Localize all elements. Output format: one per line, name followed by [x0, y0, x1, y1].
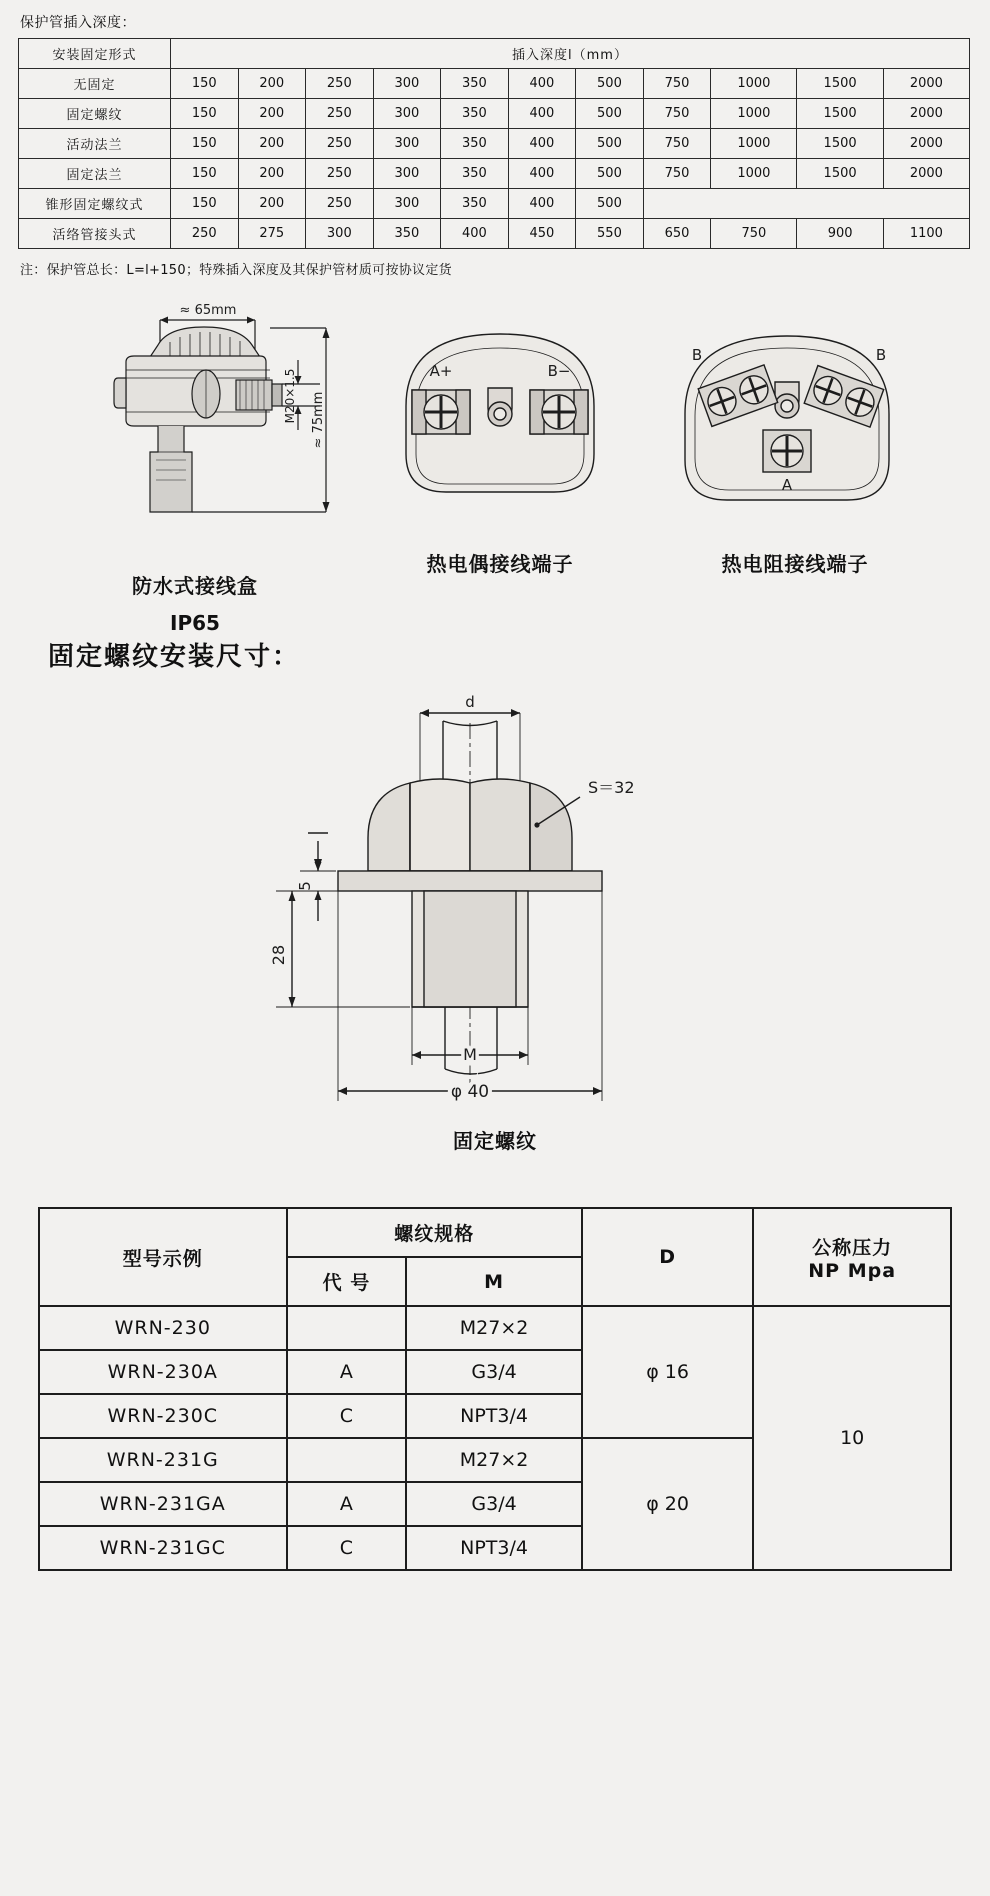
cell: 150 — [171, 159, 239, 189]
cell: 550 — [576, 219, 644, 249]
cell-model: WRN-230 — [39, 1306, 287, 1350]
table-row — [19, 219, 970, 249]
cell: 2000 — [883, 129, 969, 159]
cell: 1500 — [797, 129, 883, 159]
dim-thread-label: M20×1.5 — [283, 368, 297, 424]
cell: 300 — [373, 159, 441, 189]
cell: 750 — [643, 159, 711, 189]
cell: 300 — [373, 99, 441, 129]
tc-terminal-drawing — [370, 310, 630, 540]
cell: 1100 — [883, 219, 969, 249]
cell: 150 — [171, 99, 239, 129]
cell: 150 — [171, 129, 239, 159]
thread-figure — [0, 673, 990, 1193]
cell: 150 — [171, 69, 239, 99]
dim-s-label: S＝32 — [588, 778, 635, 797]
dim-width-label: ≈ 65mm — [179, 303, 237, 318]
cell: 1000 — [711, 159, 797, 189]
depth-section — [0, 0, 990, 278]
figure-rtd-terminal — [645, 310, 945, 577]
dim-m-label: M — [463, 1045, 477, 1064]
header-code: 代 号 — [287, 1257, 407, 1306]
cell: 750 — [643, 69, 711, 99]
cell: 200 — [238, 129, 306, 159]
depth-table-note: 注：保护管总长：L=l+150；特殊插入深度及其保护管材质可按协议定货 — [20, 263, 452, 278]
cell: 1500 — [797, 159, 883, 189]
header-pressure — [753, 1208, 951, 1306]
header-pressure-line2: NP Mpa — [808, 1259, 897, 1282]
thread-section-title: 固定螺纹安装尺寸： — [48, 642, 301, 672]
depth-section-title: 保护管插入深度： — [20, 15, 136, 31]
cell-code: C — [287, 1526, 407, 1570]
table-row — [19, 189, 970, 219]
figure-caption-rtd-terminal: 热电阻接线端子 — [721, 552, 869, 576]
cell-code — [287, 1438, 407, 1482]
cell: 300 — [306, 219, 374, 249]
cell-model: WRN-231GA — [39, 1482, 287, 1526]
cell: 1500 — [797, 99, 883, 129]
cell: 500 — [576, 129, 644, 159]
cell: 400 — [508, 129, 576, 159]
cell: 900 — [797, 219, 883, 249]
cell: 350 — [441, 189, 509, 219]
cell: 500 — [576, 189, 644, 219]
cell: 250 — [306, 159, 374, 189]
cell: 750 — [643, 129, 711, 159]
cell-empty — [643, 189, 969, 219]
cell: 250 — [306, 69, 374, 99]
header-thread-spec: 螺纹规格 — [287, 1208, 582, 1257]
cell-m: NPT3/4 — [406, 1526, 582, 1570]
figure-caption-waterproof-box: 防水式接线盒 — [132, 574, 258, 598]
cell-m: G3/4 — [406, 1350, 582, 1394]
header-m: M — [406, 1257, 582, 1306]
cell: 500 — [576, 99, 644, 129]
figure-caption-ip65: IP65 — [170, 611, 220, 635]
cell: 350 — [441, 159, 509, 189]
header-install-type: 安装固定形式 — [19, 39, 171, 69]
row-label: 锥形固定螺纹式 — [19, 189, 171, 219]
model-section — [0, 1193, 990, 1571]
cell: 350 — [441, 129, 509, 159]
cell: 1000 — [711, 69, 797, 99]
rtd-terminal-label-a: A — [781, 476, 793, 494]
cell: 350 — [441, 99, 509, 129]
model-table — [38, 1207, 952, 1571]
cell: 200 — [238, 99, 306, 129]
cell: 500 — [576, 69, 644, 99]
header-insert-depth: 插入深度l（mm） — [171, 39, 970, 69]
header-d: D — [582, 1208, 754, 1306]
dim-5-label: 5 — [296, 881, 314, 891]
cell: 2000 — [883, 69, 969, 99]
cell: 200 — [238, 69, 306, 99]
row-label: 无固定 — [19, 69, 171, 99]
cell: 1500 — [797, 69, 883, 99]
figure-waterproof-box — [30, 300, 360, 635]
cell: 350 — [373, 219, 441, 249]
cell: 150 — [171, 189, 239, 219]
cell: 250 — [306, 189, 374, 219]
cell-model: WRN-231GC — [39, 1526, 287, 1570]
cell: 300 — [373, 69, 441, 99]
cell: 2000 — [883, 99, 969, 129]
dim-d-label: d — [465, 693, 475, 711]
rtd-terminal-label-b-right: B — [875, 346, 887, 364]
cell: 200 — [238, 159, 306, 189]
cell: 500 — [576, 159, 644, 189]
cell: 1000 — [711, 129, 797, 159]
cell-model: WRN-230A — [39, 1350, 287, 1394]
cell: 200 — [238, 189, 306, 219]
cell-model: WRN-231G — [39, 1438, 287, 1482]
depth-table — [18, 38, 970, 249]
cell-code: C — [287, 1394, 407, 1438]
tc-terminal-label-a: A+ — [429, 362, 453, 380]
cell: 250 — [171, 219, 239, 249]
table-row — [19, 99, 970, 129]
figure-caption-tc-terminal: 热电偶接线端子 — [426, 552, 574, 576]
cell-code — [287, 1306, 407, 1350]
table-row — [19, 129, 970, 159]
cell: 450 — [508, 219, 576, 249]
table-row — [19, 159, 970, 189]
cell: 300 — [373, 189, 441, 219]
row-label: 固定螺纹 — [19, 99, 171, 129]
cell-d-group2: φ 20 — [582, 1438, 754, 1570]
cell: 400 — [508, 159, 576, 189]
figures-row — [0, 300, 990, 635]
table-header-row — [19, 39, 970, 69]
cell: 400 — [508, 69, 576, 99]
cell-code: A — [287, 1482, 407, 1526]
cell-m: G3/4 — [406, 1482, 582, 1526]
rtd-terminal-label-b-left: B — [691, 346, 703, 364]
cell: 350 — [441, 69, 509, 99]
header-model: 型号示例 — [39, 1208, 287, 1306]
cell-d-group1: φ 16 — [582, 1306, 754, 1438]
rtd-terminal-drawing — [645, 310, 945, 540]
table-row — [39, 1306, 951, 1350]
cell-model: WRN-230C — [39, 1394, 287, 1438]
row-label: 活动法兰 — [19, 129, 171, 159]
table-header-row — [39, 1208, 951, 1257]
dim-height-label: ≈ 75mm — [311, 391, 326, 449]
cell-pressure: 10 — [753, 1306, 951, 1570]
cell: 300 — [373, 129, 441, 159]
row-label: 固定法兰 — [19, 159, 171, 189]
row-label: 活络管接头式 — [19, 219, 171, 249]
cell: 750 — [643, 99, 711, 129]
cell: 400 — [508, 189, 576, 219]
tc-terminal-label-b: B− — [547, 362, 571, 380]
cell: 650 — [643, 219, 711, 249]
header-pressure-line1: 公称压力 — [812, 1236, 893, 1259]
cell: 750 — [711, 219, 797, 249]
cell: 400 — [441, 219, 509, 249]
cell-m: NPT3/4 — [406, 1394, 582, 1438]
cell-code: A — [287, 1350, 407, 1394]
cell-m: M27×2 — [406, 1306, 582, 1350]
dim-28-label: 28 — [269, 944, 288, 966]
figure-tc-terminal — [370, 310, 630, 577]
cell-m: M27×2 — [406, 1438, 582, 1482]
waterproof-box-drawing — [30, 300, 360, 570]
cell: 275 — [238, 219, 306, 249]
cell: 250 — [306, 129, 374, 159]
cell: 1000 — [711, 99, 797, 129]
cell: 2000 — [883, 159, 969, 189]
cell: 400 — [508, 99, 576, 129]
cell: 250 — [306, 99, 374, 129]
table-row — [19, 69, 970, 99]
thread-drawing — [0, 673, 990, 1193]
dim-phi40-label: φ 40 — [450, 1082, 490, 1102]
thread-figure-caption: 固定螺纹 — [453, 1129, 537, 1153]
